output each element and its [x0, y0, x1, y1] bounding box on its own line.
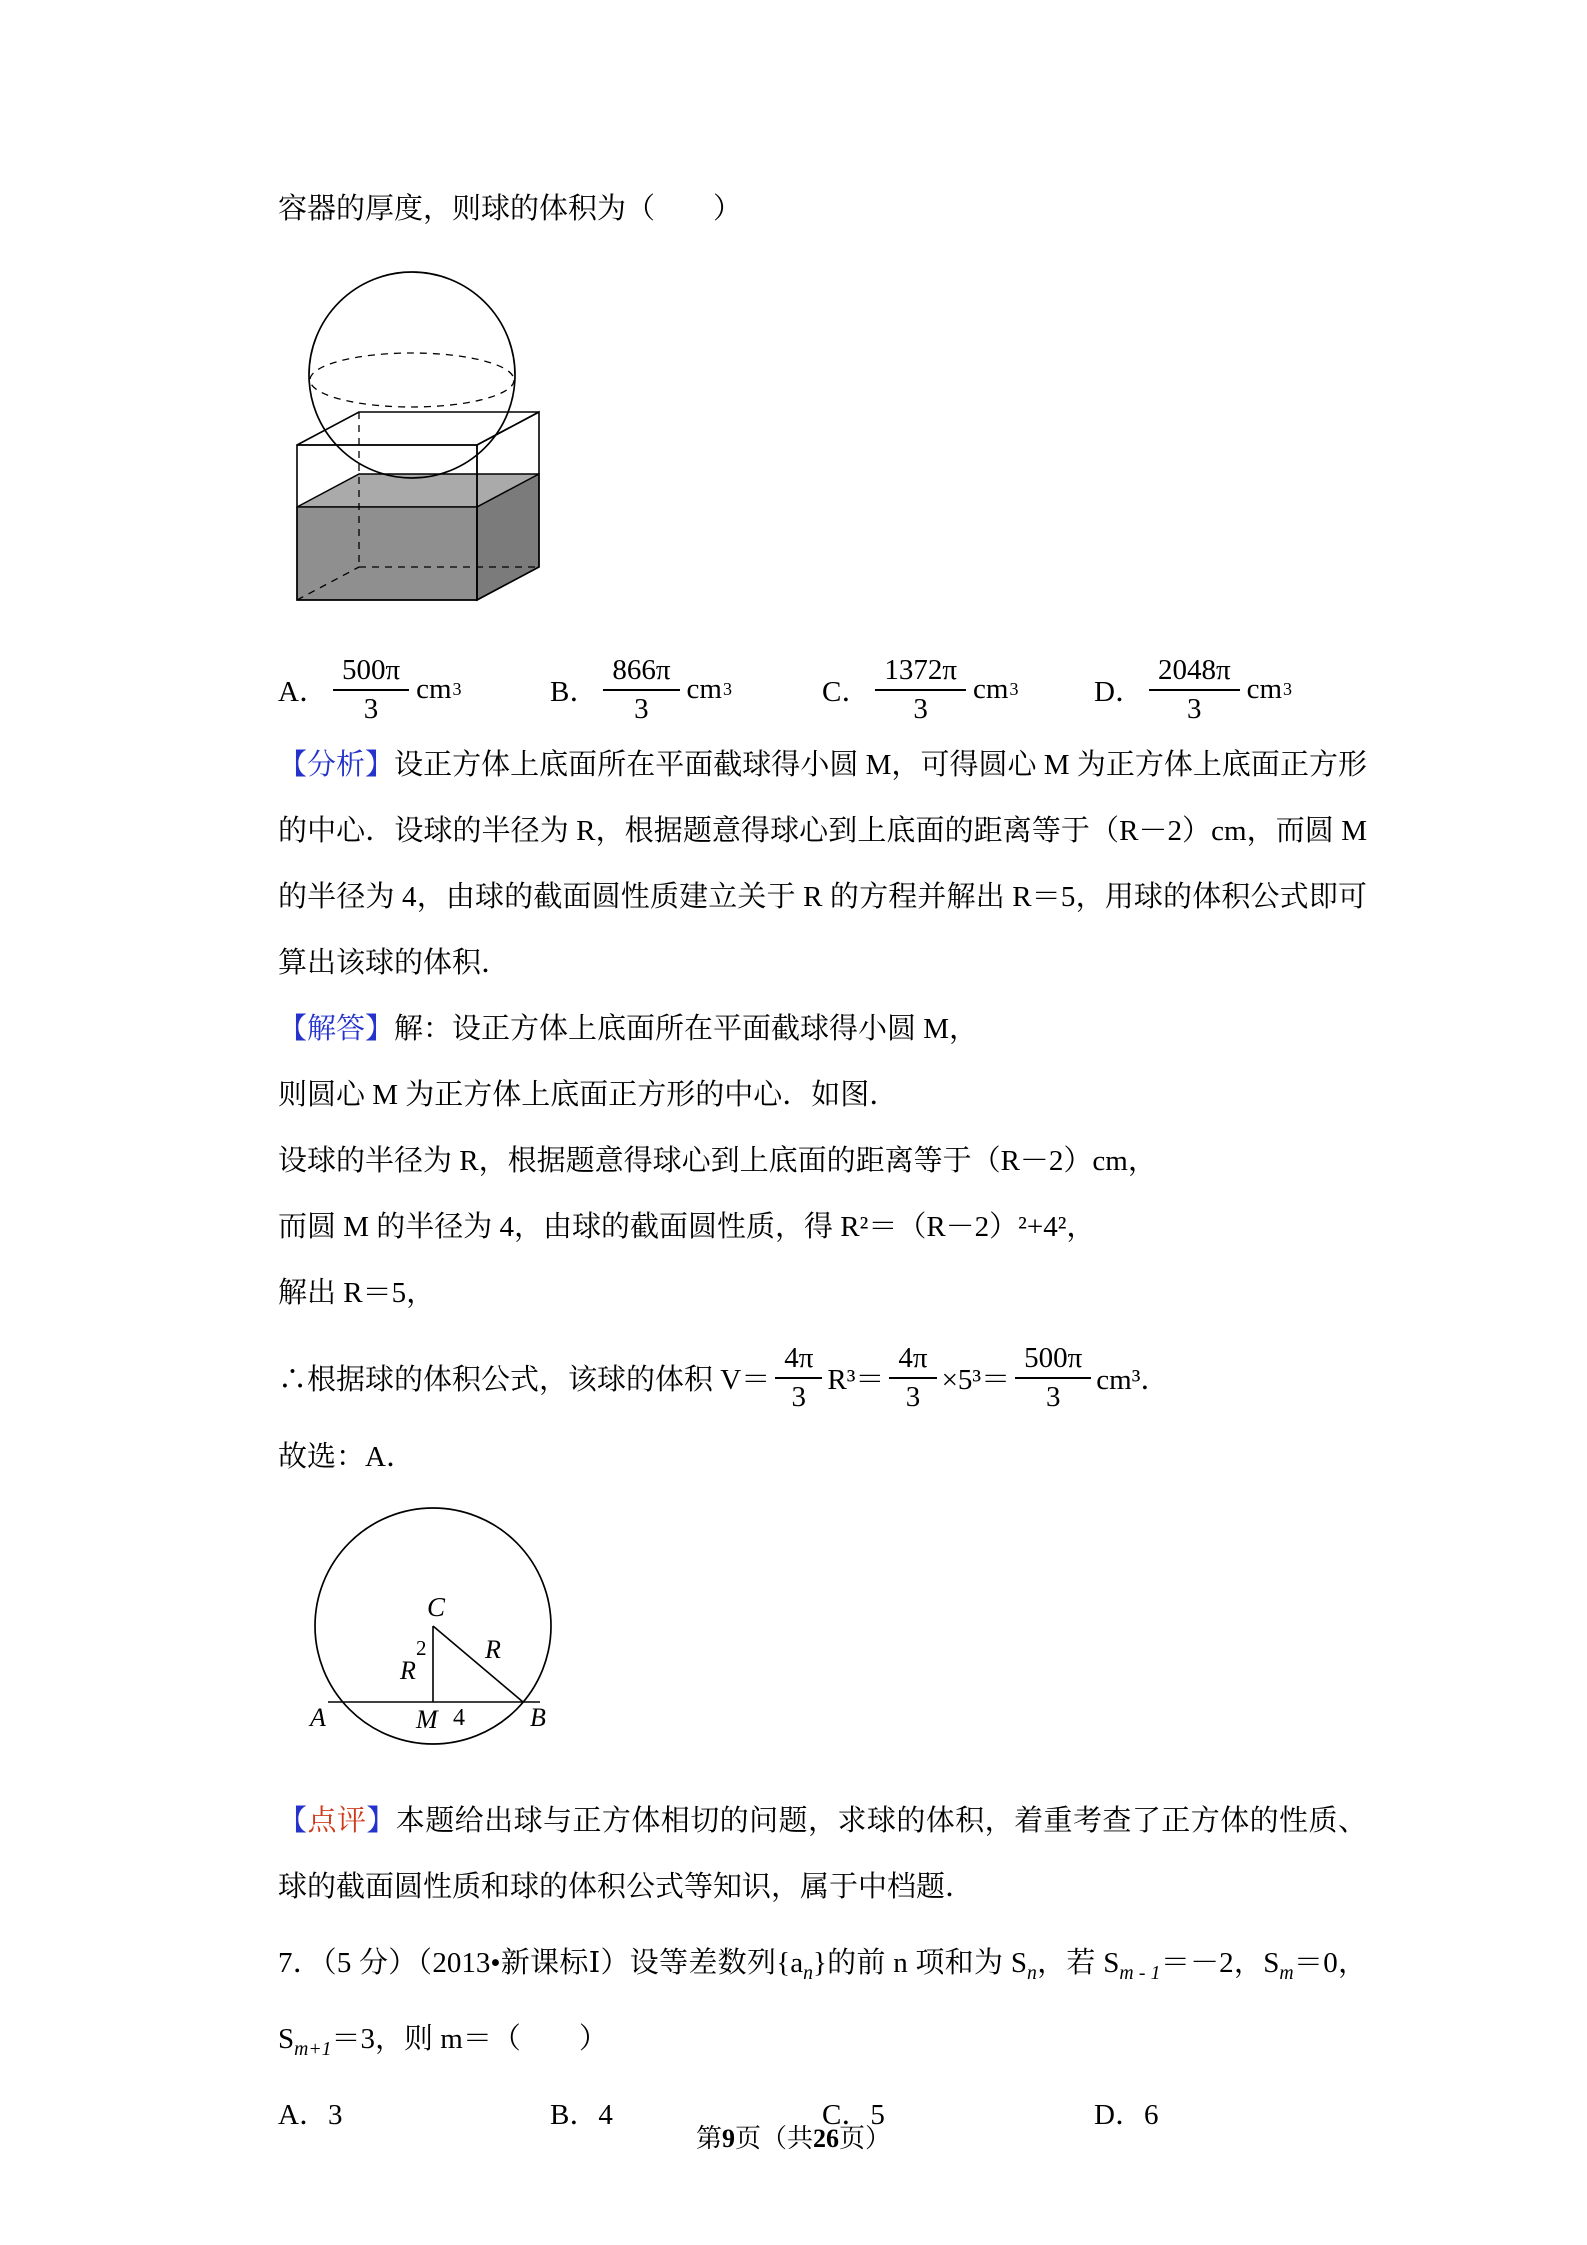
footer-prefix: 第: [695, 2124, 722, 2153]
solution-line-4: 解出 R＝5，: [278, 1276, 436, 1309]
label-r-vertical: R: [400, 1655, 416, 1685]
formula-mid-1: R³＝: [827, 1364, 885, 1397]
fraction-numerator: 4π: [775, 1342, 822, 1379]
option-c-label: C．: [822, 676, 871, 709]
option-d-unit: cm: [1246, 673, 1283, 706]
fraction-denominator: 3: [634, 693, 649, 726]
fraction-denominator: 3: [1187, 693, 1202, 726]
label-a: A: [310, 1702, 326, 1732]
fraction-numerator: 2048π: [1149, 654, 1240, 691]
segment-cb: [433, 1626, 523, 1702]
solution-tag: 【解答】: [278, 1012, 395, 1045]
solution-intro: 解：设正方体上底面所在平面截球得小圆 M，: [394, 1012, 979, 1045]
option-c-value: 5: [870, 2098, 885, 2131]
circle-cross-section-figure: [288, 1498, 1367, 1784]
solution-line-3: 而圆 M 的半径为 4，由球的截面圆性质，得 R²＝（R－2）²+4²，: [278, 1210, 1096, 1243]
q7-text-run: }的前 n 项和为 S: [812, 1946, 1027, 1979]
comment-tag-word: 点评: [307, 1804, 367, 1837]
fraction-denominator: 3: [1045, 1381, 1061, 1414]
footer-page-number: 9: [721, 2124, 735, 2153]
analysis-text: 设正方体上底面所在平面截球得小圆 M，可得圆心 M 为正方体上底面正方形的中心．设球的半径为 R，根据题意得球心到上底面的距离等于（R－2）cm，而圆 M 的半径为 4，由球的截面圆性质建立关于 R 的方程并解出 R＝5，用球的体积公式即可算出该球的体积．: [278, 748, 1367, 979]
footer-total-pages: 26: [813, 2124, 839, 2153]
footer-mid: 页（共: [734, 2124, 813, 2153]
option-d: [1094, 654, 1292, 726]
formula-prefix: ∴根据球的体积公式，该球的体积 V＝: [278, 1364, 771, 1397]
fraction-4pi-over-3-second: [889, 1342, 936, 1414]
option-a: [278, 654, 550, 726]
option-a-unit: cm: [416, 673, 452, 706]
q7-text-run: 7．（5 分）（2013•新课标Ⅰ）设等差数列{a: [278, 1946, 804, 1979]
option-b-label: B．: [550, 2098, 599, 2131]
label-four: 4: [453, 1704, 465, 1731]
option-c-exponent: 3: [1009, 679, 1019, 700]
q7-subscript: m+1: [294, 2037, 332, 2060]
option-d-value: 6: [1143, 2098, 1159, 2131]
option-b-exponent: 3: [722, 679, 732, 700]
sphere-equator-dashed: [310, 353, 514, 407]
sphere-in-box-figure: [282, 260, 1367, 620]
label-r-hypotenuse: R: [485, 1634, 501, 1664]
formula-suffix: cm³．: [1096, 1364, 1170, 1397]
option-c-unit: cm: [973, 673, 1009, 706]
label-two: 2: [416, 1635, 427, 1660]
fraction-numerator: 1372π: [875, 654, 966, 691]
page-footer: [0, 2118, 1587, 2155]
label-c: C: [426, 1591, 446, 1622]
sphere-in-box-svg: [282, 260, 582, 612]
comment-paragraph: [278, 1788, 1367, 1920]
fraction-denominator: 3: [791, 1381, 807, 1414]
answer-conclusion: 故选：A．: [278, 1440, 415, 1473]
question6-stem: 容器的厚度，则球的体积为（ ）: [278, 193, 743, 225]
fraction-numerator: 500π: [333, 654, 409, 691]
option-a-label: A．: [278, 2098, 328, 2131]
analysis-tag: 【分析】: [278, 748, 395, 781]
label-m: M: [416, 1704, 438, 1734]
sphere-outline: [309, 272, 515, 478]
q7-text-run: ＝－2，S: [1160, 1946, 1280, 1979]
option-b-value: 4: [598, 2098, 613, 2131]
option-d-exponent: 3: [1283, 679, 1293, 700]
fraction-denominator: 3: [363, 693, 379, 726]
fraction-numerator: 4π: [889, 1342, 936, 1379]
solution-line-1: 则圆心 M 为正方体上底面正方形的中心．如图．: [278, 1078, 899, 1111]
option-a-exponent: 3: [452, 679, 462, 700]
fraction-denominator: 3: [905, 1381, 921, 1414]
analysis-paragraph: [278, 732, 1367, 996]
q7-subscript: n: [1026, 1961, 1037, 1984]
q7-text-run: ＝3，则 m＝（ ）: [331, 2022, 608, 2055]
fraction-numerator: 866π: [603, 654, 679, 691]
option-d-label: D．: [1094, 676, 1144, 709]
option-b-label: B．: [550, 676, 599, 709]
q7-subscript: m - 1: [1119, 1961, 1161, 1984]
question6-options-row: [278, 654, 1367, 726]
fraction-4pi-over-3-first: [775, 1342, 822, 1414]
option-a-fraction: [333, 654, 409, 726]
option-b: [550, 654, 822, 726]
solution-first-line: [278, 996, 1367, 1062]
option-b-fraction: [603, 654, 679, 726]
option-a-label: A．: [278, 676, 328, 709]
fraction-numerator: 500π: [1015, 1342, 1091, 1379]
q7-subscript: m: [1279, 1961, 1294, 1984]
q7-text-run: ，若 S: [1036, 1946, 1120, 1979]
option-c: [822, 654, 1094, 726]
comment-tag-open: 【: [278, 1804, 308, 1837]
fraction-denominator: 3: [913, 693, 928, 726]
comment-tag-close: 】: [366, 1804, 396, 1837]
footer-suffix: 页）: [839, 2124, 892, 2153]
option-b-unit: cm: [686, 673, 722, 706]
option-d-label: D．: [1094, 2098, 1144, 2131]
formula-mid-2: ×5³＝: [941, 1364, 1011, 1397]
box-top-face: [297, 412, 539, 445]
q7-text-run: ＝0，S: [278, 1946, 1367, 2055]
volume-formula-line: [278, 1332, 1367, 1424]
circle-cross-section-svg: [288, 1498, 588, 1776]
solution-line-2: 设球的半径为 R，根据题意得球心到上底面的距离等于（R－2）cm，: [278, 1144, 1157, 1177]
option-c-label: C．: [822, 2098, 871, 2131]
q7-subscript: n: [803, 1961, 813, 1984]
option-a-value: 3: [327, 2098, 343, 2131]
label-b: B: [530, 1702, 546, 1732]
option-d-fraction: [1149, 654, 1240, 726]
option-c-fraction: [875, 654, 966, 726]
comment-text: 本题给出球与正方体相切的问题，求球的体积，着重考查了正方体的性质、球的截面圆性质和球的体积公式等知识，属于中档题．: [278, 1804, 1367, 1903]
question7-stem: [278, 1930, 1367, 2082]
fraction-500pi-over-3: [1015, 1342, 1091, 1414]
